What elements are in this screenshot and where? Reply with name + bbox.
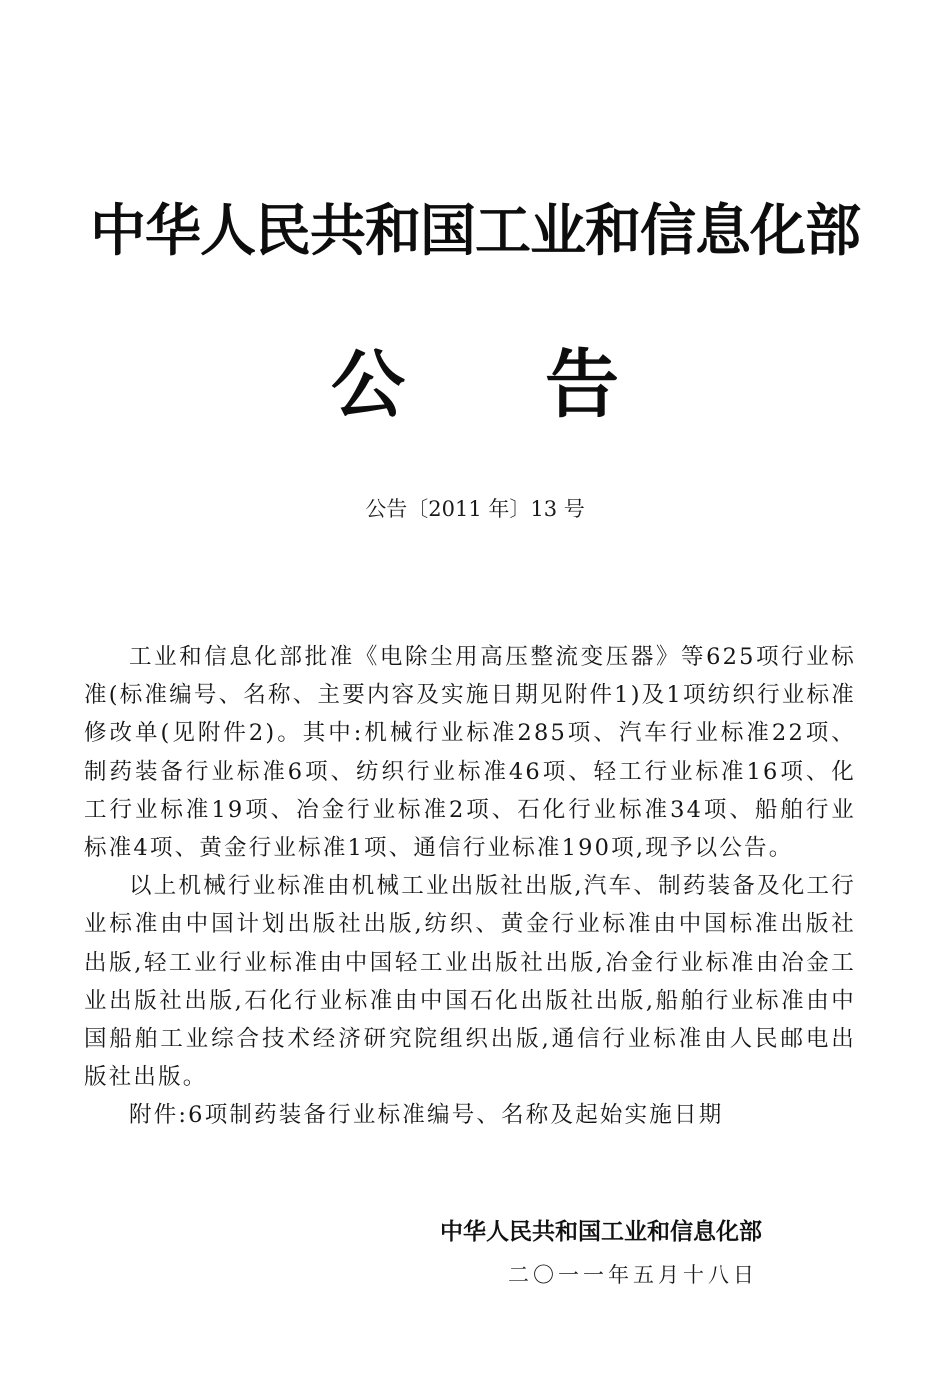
signature-organization: 中华人民共和国工业和信息化部	[440, 1219, 762, 1245]
body-paragraph-attachment: 附件:6项制药装备行业标准编号、名称及起始实施日期	[129, 1102, 724, 1129]
notice-body	[84, 638, 856, 1135]
ministry-heading: 中华人民共和国工业和信息化部	[90, 199, 860, 264]
signature-date: 二〇一一年五月十八日	[508, 1263, 758, 1287]
body-paragraph-approval: 工业和信息化部批准《电除尘用高压整流变压器》等625项行业标准(标准编号、名称、主要内容及实施日期见附件1)及1项纺织行业标准修改单(见附件2)。其中:机械行业标准285项、汽车行业标准22项、制药装备行业标准6项、纺织行业标准46项、轻工行业标准16项、化工行业标准19项、冶金行业标准2项、石化行业标准34项、船舶行业标准4项、黄金行业标准1项、通信行业标准190项,现予以公告。	[84, 644, 856, 862]
document-number: 公告〔2011 年〕13 号	[365, 497, 585, 521]
notice-title: 公告	[331, 342, 759, 428]
body-paragraph-publishers: 以上机械行业标准由机械工业出版社出版,汽车、制药装备及化工行业标准由中国计划出版社出版,纺织、黄金行业标准由中国标准出版社出版,轻工业行业标准由中国轻工业出版社出版,冶金行业标准由冶金工业出版社出版,石化行业标准由中国石化出版社出版,船舶行业标准由中国船舶工业综合技术经济研究院组织出版,通信行业标准由人民邮电出版社出版。	[84, 873, 856, 1091]
